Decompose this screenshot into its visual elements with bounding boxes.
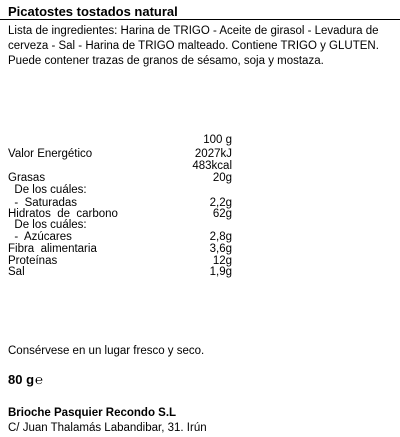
nutrition-per-header: 100 g: [203, 134, 232, 146]
sugars-value: 2,8g: [209, 231, 232, 243]
sugars-label: - Azúcares: [8, 231, 72, 243]
fibre-value: 3,6g: [209, 243, 232, 255]
carbs-label: Hidratos de carbono: [8, 208, 118, 220]
manufacturer-name: Brioche Pasquier Recondo S.L: [8, 407, 177, 419]
net-weight: [8, 372, 43, 387]
manufacturer-address: C/ Juan Thalamás Labandibar, 31. Irún: [8, 422, 207, 434]
fat-label: Grasas: [8, 172, 46, 184]
fat-value: 20g: [212, 172, 232, 184]
fat-of-which-label: De los cuáles:: [8, 184, 87, 196]
salt-value: 1,9g: [209, 266, 232, 278]
protein-label: Proteínas: [8, 255, 58, 267]
ingredients-text: Lista de ingredientes: Harina de TRIGO - Aceite de girasol - Levadura de cerveza - Sal - Harina de TRIGO malteado. Contiene TRIGO y GLUTEN. Puede contener trazas de granos de sésamo, soja y mostaza.: [8, 25, 379, 67]
estimated-sign-icon: ℮: [35, 372, 43, 387]
fibre-label: Fibra alimentaria: [8, 243, 97, 255]
storage-instructions: Consérvese en un lugar fresco y seco.: [8, 345, 205, 357]
saturated-label: - Saturadas: [8, 197, 78, 209]
energy-label: Valor Energético: [8, 148, 93, 160]
product-title: Picatostes tostados natural: [8, 4, 178, 19]
salt-label: Sal: [8, 266, 25, 278]
carbs-of-which-label: De los cuáles:: [8, 219, 87, 231]
energy-kcal: 483kcal: [192, 160, 232, 172]
saturated-value: 2,2g: [209, 197, 232, 209]
carbs-value: 62g: [212, 208, 232, 220]
energy-kj: 2027kJ: [194, 148, 232, 160]
protein-value: 12g: [212, 255, 232, 267]
title-divider: [0, 19, 400, 20]
net-weight-value: 80 g: [8, 372, 35, 387]
